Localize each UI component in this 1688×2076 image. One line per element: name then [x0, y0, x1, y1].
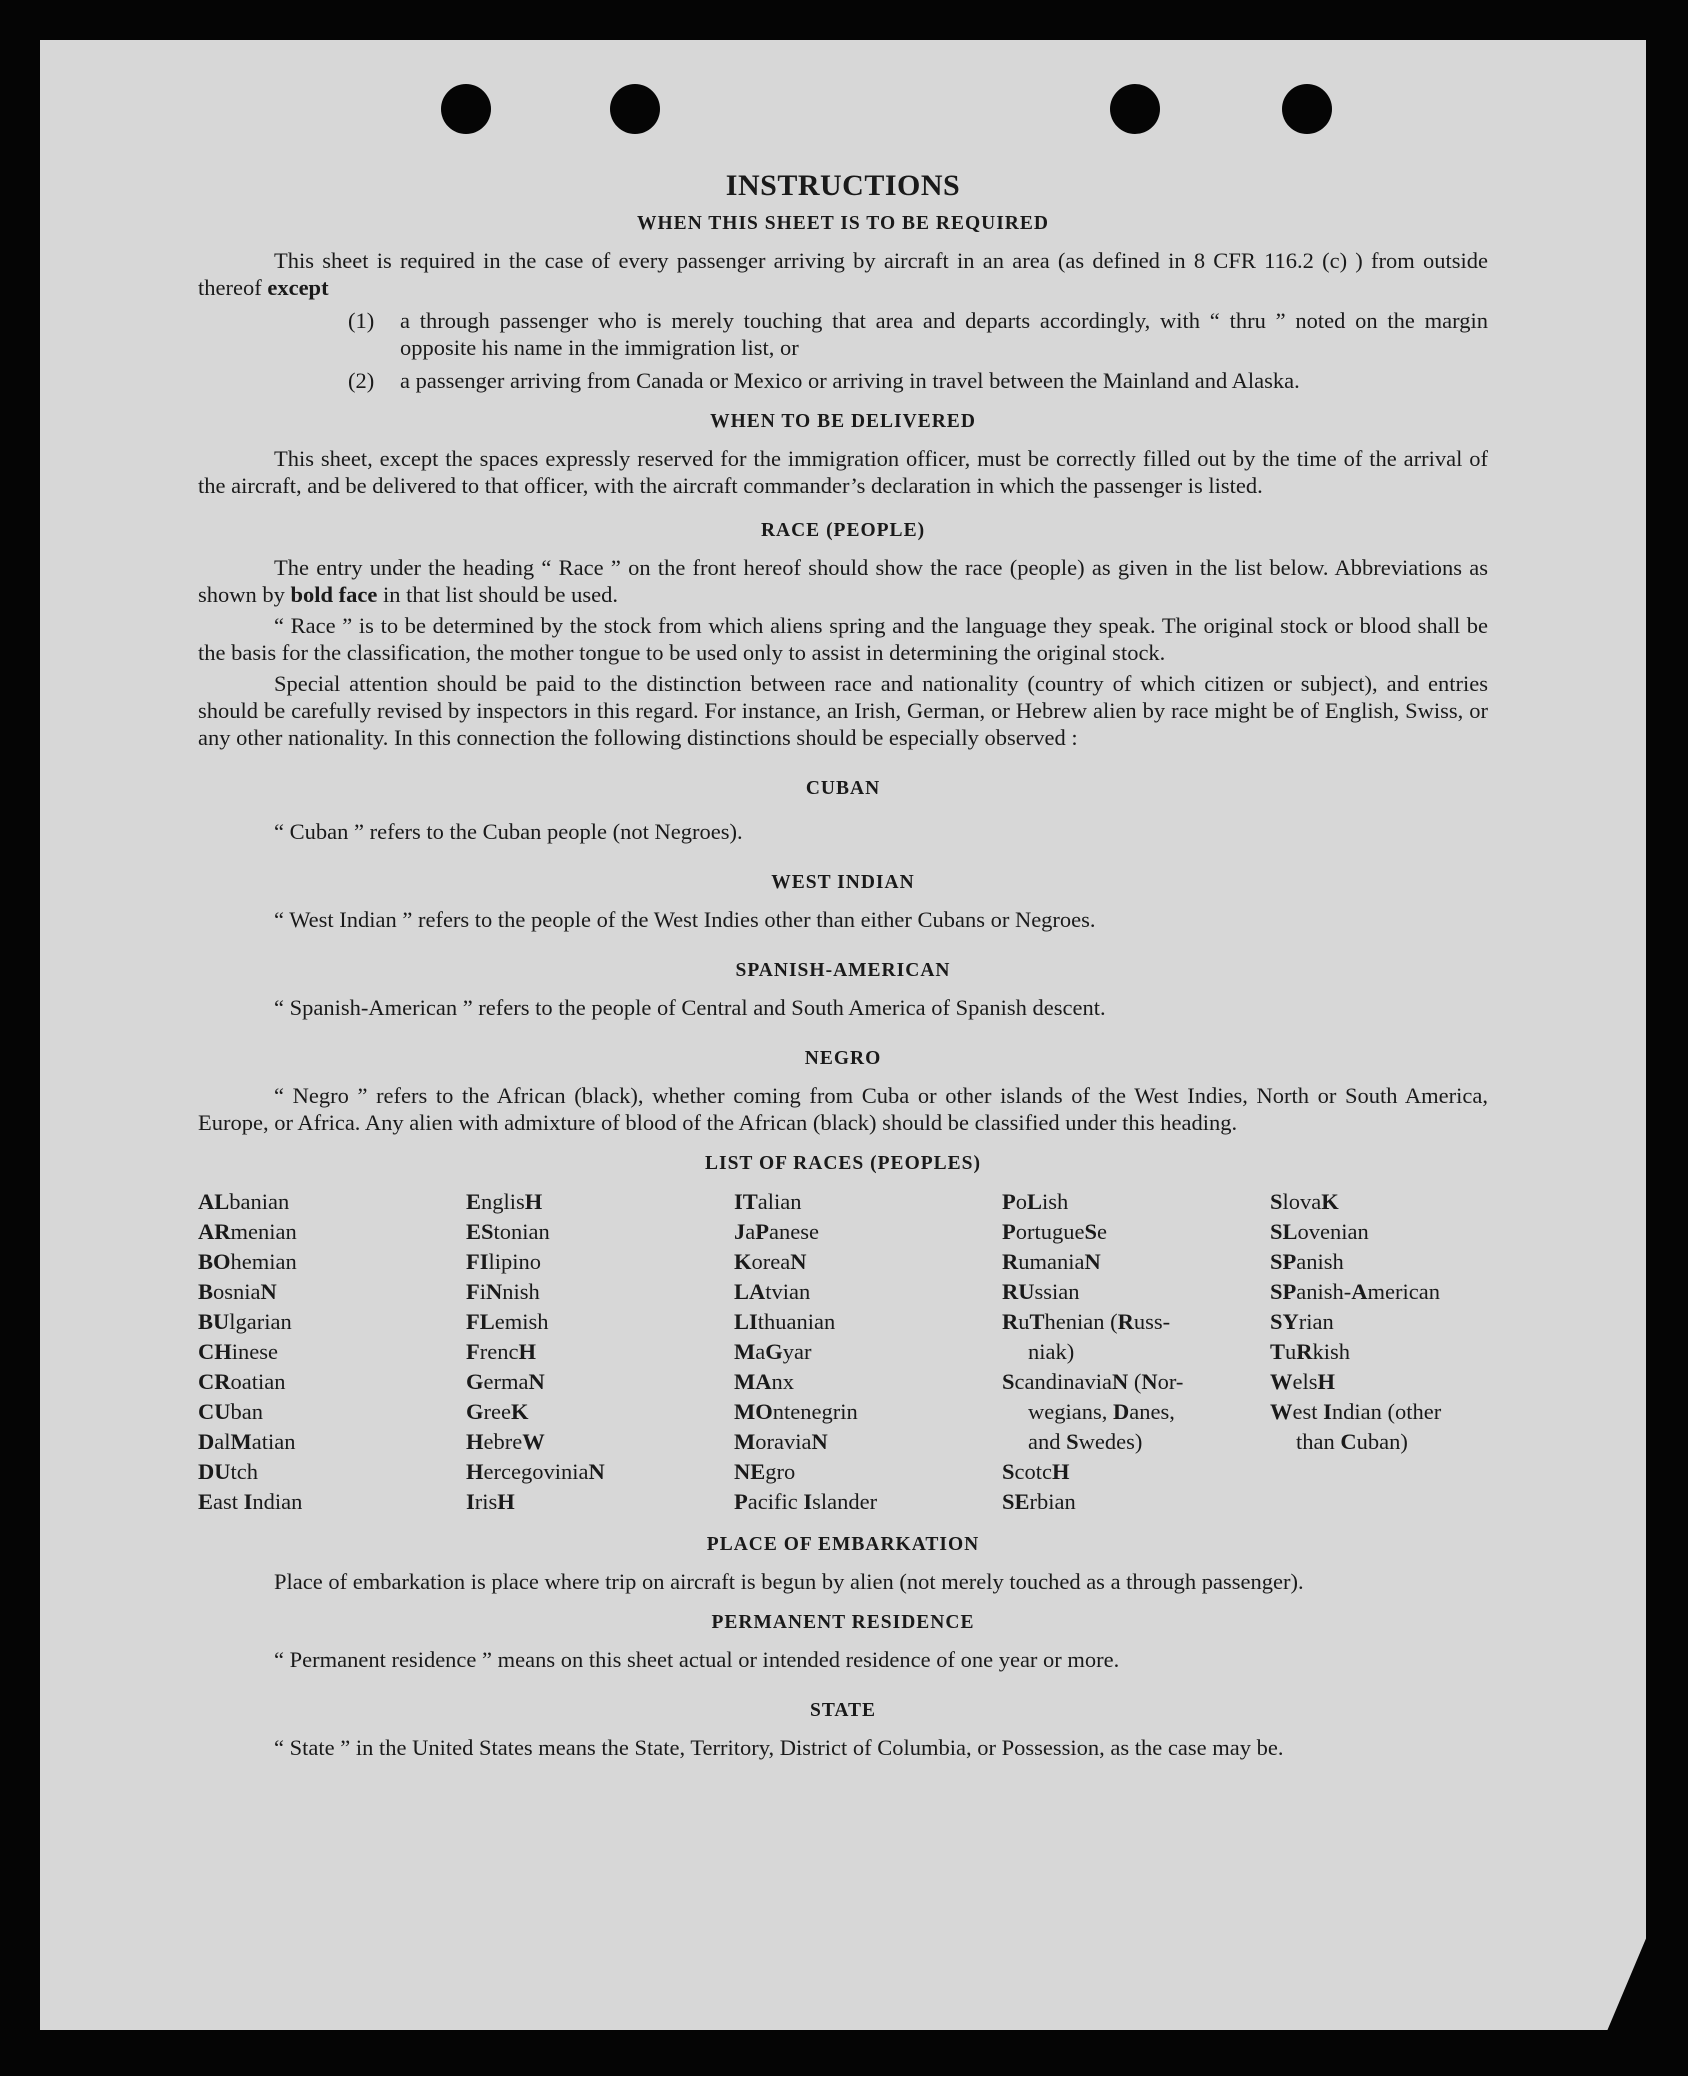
race-item: ALbanian	[198, 1189, 290, 1214]
race-item: and Swedes)	[1028, 1429, 1143, 1454]
race-item: EStonian	[466, 1219, 550, 1244]
race-item: FLemish	[466, 1309, 549, 1334]
paragraph: “ Cuban ” refers to the Cuban people (not Negroes).	[274, 819, 743, 844]
race-item: DUtch	[198, 1459, 258, 1484]
page-title: INSTRUCTIONS	[725, 169, 961, 202]
section-heading: CUBAN	[805, 778, 881, 799]
punch-hole	[610, 84, 660, 134]
paragraph: This sheet, except the spaces expressly reserved for the immigration officer, must be correctly filled out by the time of the arrival of the aircraft, and be delivered to that officer, with the aircraft commander’s declaration in which the passenger is listed.	[198, 446, 1488, 498]
race-item: HebreW	[466, 1429, 545, 1454]
race-item: BOhemian	[198, 1249, 297, 1274]
race-item: CHinese	[198, 1339, 278, 1364]
race-item: CUban	[198, 1399, 263, 1424]
races-column	[734, 1187, 1002, 1517]
race-item: SlovaK	[1270, 1189, 1339, 1214]
race-item: BUlgarian	[198, 1309, 292, 1334]
race-item: than Cuban)	[1296, 1429, 1408, 1454]
paragraph: “ Race ” is to be determined by the stock from which aliens spring and the language they speak. The original stock or blood shall be the basis for the classification, the mother tongue to be used only to assist in determining the original stock.	[198, 613, 1488, 665]
race-item: MoraviaN	[734, 1429, 828, 1454]
paragraph: Place of embarkation is place where trip on aircraft is begun by alien (not merely touched as a through passenger).	[274, 1569, 1304, 1594]
paragraph: “ State ” in the United States means the State, Territory, District of Columbia, or Possession, as the case may be.	[274, 1735, 1284, 1760]
paragraph: Special attention should be paid to the distinction between race and nationality (country of which citizen or subject), and entries should be carefully revised by inspectors in this regard. For instance, an Irish, German, or Hebrew alien by race might be of English, Swiss, or any other nationality. In this connection the following distinctions should be especially observed :	[198, 671, 1488, 750]
race-item: wegians, Danes,	[1028, 1399, 1175, 1424]
section-heading: WEST INDIAN	[771, 872, 915, 893]
race-item: MOntenegrin	[734, 1399, 858, 1424]
punch-hole	[1282, 84, 1332, 134]
race-item: DalMatian	[198, 1429, 296, 1454]
list-item: (1) a through passenger who is merely touching that area and departs accordingly, with “ thru ” noted on the margin opposite his name in the immigration list, or	[348, 308, 1488, 360]
section-heading: PLACE OF EMBARKATION	[706, 1534, 980, 1555]
section-heading: PERMANENT RESIDENCE	[711, 1612, 975, 1633]
race-item: FiNnish	[466, 1279, 540, 1304]
section-heading: WHEN THIS SHEET IS TO BE REQUIRED	[637, 213, 1049, 234]
race-item: West Indian (other	[1270, 1399, 1442, 1424]
paragraph: This sheet is required in the case of every passenger arriving by aircraft in an area (as defined in 8 CFR 116.2 (c) ) from outside thereof except	[198, 248, 1488, 300]
section-heading: STATE	[809, 1700, 877, 1721]
section-heading: RACE (PEOPLE)	[760, 520, 926, 541]
race-item: SPanish-American	[1270, 1279, 1440, 1304]
race-item: East Indian	[198, 1489, 303, 1514]
race-item: PortugueSe	[1002, 1219, 1107, 1244]
race-item: SPanish	[1270, 1249, 1344, 1274]
race-item: niak)	[1028, 1339, 1075, 1364]
races-column	[466, 1187, 734, 1517]
race-item: PoLish	[1002, 1189, 1069, 1214]
section-heading: SPANISH-AMERICAN	[735, 960, 951, 981]
race-item: HercegoviniaN	[466, 1459, 605, 1484]
paragraph: “ Negro ” refers to the African (black), whether coming from Cuba or other islands of the West Indies, North or South America, Europe, or Africa. Any alien with admixture of blood of the African (black) should be classified under this heading.	[198, 1083, 1488, 1135]
race-item: SLovenian	[1270, 1219, 1369, 1244]
races-column	[1270, 1187, 1494, 1517]
race-item: NEgro	[734, 1459, 796, 1484]
race-item: EnglisH	[466, 1189, 543, 1214]
race-item: LAtvian	[734, 1279, 811, 1304]
punch-hole	[1110, 84, 1160, 134]
races-column	[1002, 1187, 1270, 1517]
race-item: TuRkish	[1270, 1339, 1351, 1364]
instructions-content	[198, 168, 1488, 1761]
race-item: FrencH	[466, 1339, 536, 1364]
paragraph: “ Spanish-American ” refers to the people of Central and South America of Spanish descent.	[274, 995, 1106, 1020]
punch-hole	[441, 84, 491, 134]
race-item: ITalian	[734, 1189, 802, 1214]
race-item: KoreaN	[734, 1249, 807, 1274]
races-list	[198, 1187, 1488, 1517]
race-item: WelsH	[1270, 1369, 1336, 1394]
section-heading: NEGRO	[804, 1048, 882, 1069]
paragraph: “ Permanent residence ” means on this sheet actual or intended residence of one year or more.	[274, 1647, 1120, 1672]
race-item: RumaniaN	[1002, 1249, 1101, 1274]
race-item: BosniaN	[198, 1279, 277, 1304]
race-item: JaPanese	[734, 1219, 819, 1244]
section-heading: LIST OF RACES (PEOPLES)	[704, 1153, 981, 1174]
race-item: ScandinaviaN (Nor-	[1002, 1369, 1184, 1394]
races-column	[198, 1187, 466, 1517]
race-item: SYrian	[1270, 1309, 1334, 1334]
race-item: GermaN	[466, 1369, 545, 1394]
race-item: MaGyar	[734, 1339, 812, 1364]
race-item: RuThenian (Russ-	[1002, 1309, 1171, 1334]
race-item: RUssian	[1002, 1279, 1080, 1304]
race-item: ScotcH	[1002, 1459, 1070, 1484]
race-item: IrisH	[466, 1489, 515, 1514]
race-item: CRoatian	[198, 1369, 286, 1394]
race-item: FIlipino	[466, 1249, 542, 1274]
race-item: Pacific Islander	[734, 1489, 878, 1514]
section-heading: WHEN TO BE DELIVERED	[710, 411, 976, 432]
paragraph: “ West Indian ” refers to the people of the West Indies other than either Cubans or Negroes.	[274, 907, 1096, 932]
race-item: ARmenian	[198, 1219, 297, 1244]
paragraph: The entry under the heading “ Race ” on the front hereof should show the race (people) as given in the list below. Abbreviations as shown by bold face in that list should be used.	[198, 555, 1488, 607]
list-item: (2) a passenger arriving from Canada or Mexico or arriving in travel between the Mainland and Alaska.	[348, 368, 1300, 393]
race-item: GreeK	[466, 1399, 529, 1424]
race-item: SErbian	[1002, 1489, 1076, 1514]
race-item: LIthuanian	[734, 1309, 836, 1334]
race-item: MAnx	[734, 1369, 794, 1394]
